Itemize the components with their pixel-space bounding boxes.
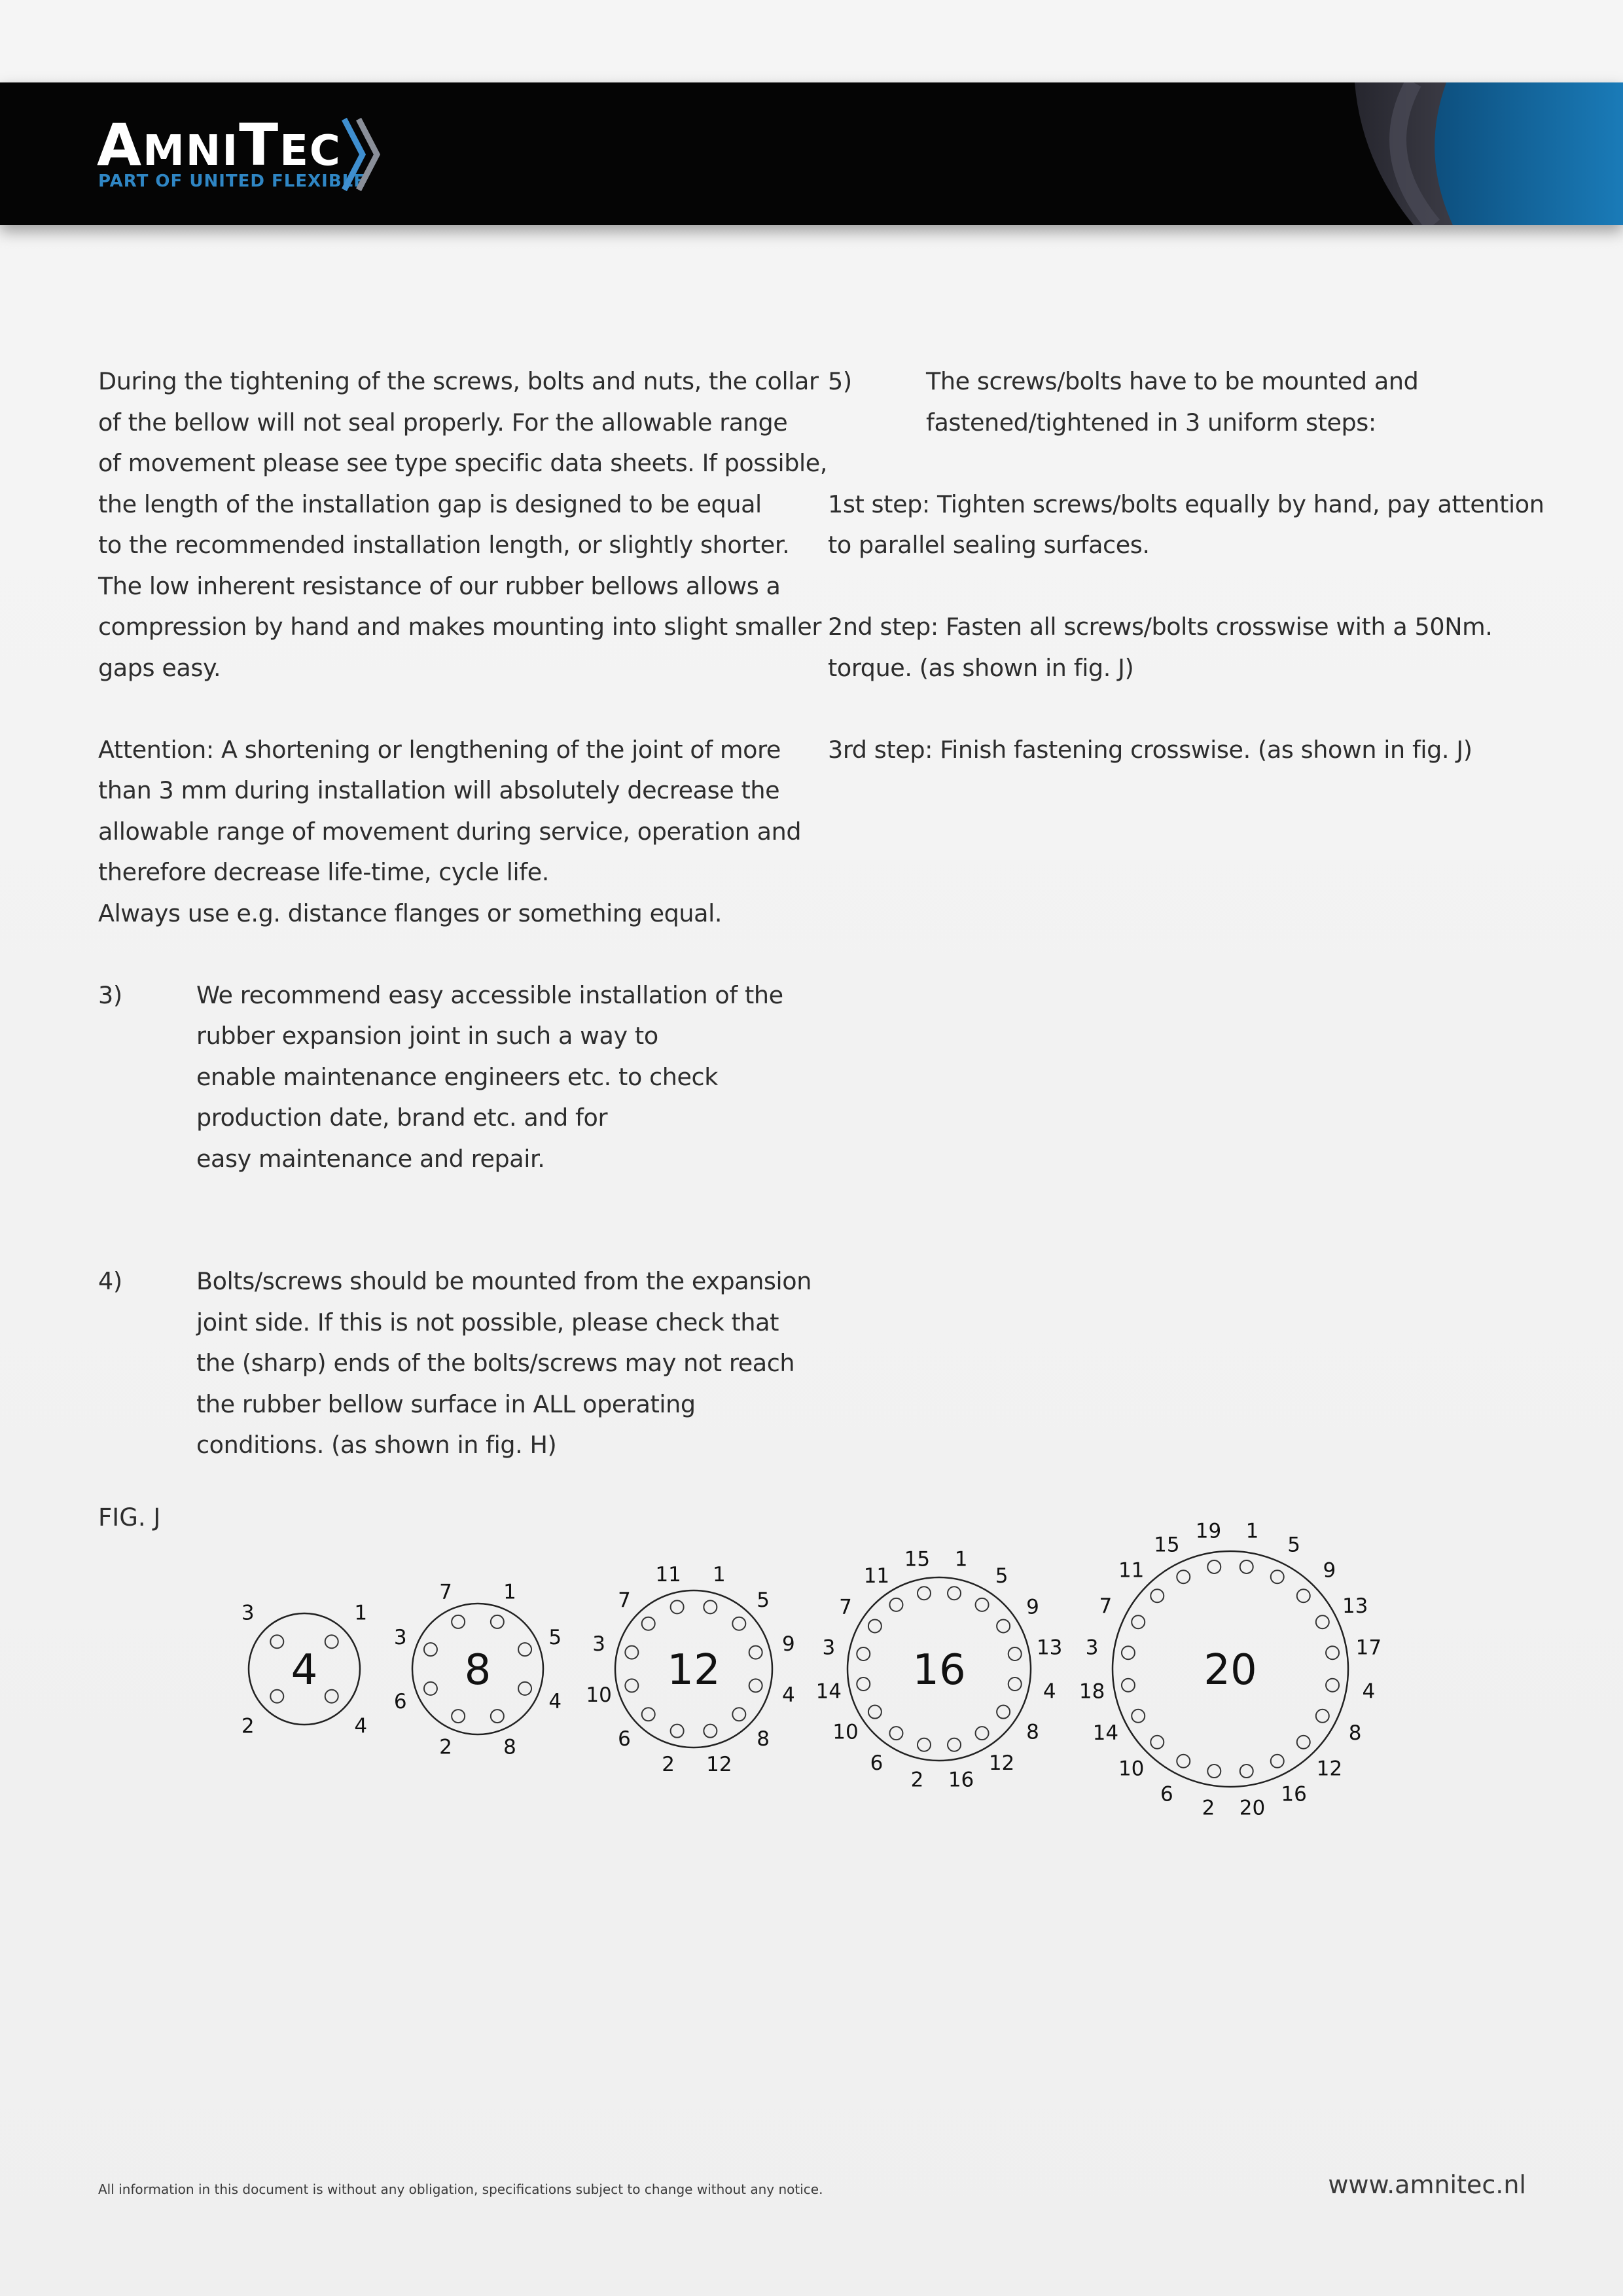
text-line: 3rd step: Finish fastening crosswise. (as shown in fig. J): [828, 735, 1472, 764]
bolt-hole: [868, 1619, 882, 1632]
bolt-hole: [857, 1647, 870, 1660]
bolt-sequence-number: 16: [948, 1768, 974, 1792]
bolt-pattern-16: [816, 1547, 1063, 1791]
item-3: [98, 975, 805, 1180]
bolt-sequence-number: 4: [354, 1714, 368, 1738]
item-4-text: [196, 1261, 812, 1466]
bolt-hole: [452, 1710, 465, 1723]
bolt-hole: [1297, 1589, 1310, 1602]
item-3-text: [196, 975, 805, 1180]
bolt-hole: [625, 1646, 638, 1659]
item-number: 3): [98, 980, 122, 1009]
bolt-sequence-number: 8: [757, 1727, 770, 1751]
footer-website-link[interactable]: www.amnitec.nl: [1328, 2170, 1526, 2199]
header-band: [0, 82, 1623, 225]
bolt-hole: [868, 1706, 882, 1719]
bolt-sequence-number: 9: [782, 1632, 795, 1657]
bolt-hole: [1326, 1679, 1339, 1692]
text-line: rubber expansion joint in such a way to: [196, 1022, 658, 1050]
bolt-hole: [270, 1635, 283, 1648]
intro-paragraph: [98, 361, 828, 689]
bolt-sequence-number: 12: [1316, 1757, 1343, 1781]
bolt-sequence-number: 19: [1195, 1519, 1222, 1543]
bolt-hole: [704, 1600, 717, 1613]
bolt-count-label: 8: [464, 1646, 491, 1695]
bolt-hole: [948, 1738, 961, 1751]
bolt-hole: [749, 1679, 762, 1692]
item-number: 5): [828, 367, 852, 395]
bolt-sequence-number: 15: [1154, 1533, 1180, 1557]
bolt-hole: [424, 1682, 437, 1695]
bolt-sequence-number: 10: [832, 1720, 859, 1744]
bolt-sequence-number: 3: [241, 1601, 255, 1625]
attention-paragraph: [98, 730, 805, 935]
bolt-hole: [1132, 1710, 1145, 1723]
text-line: fastened/tightened in 3 uniform steps:: [926, 408, 1376, 437]
bolt-sequence-number: 1: [1245, 1519, 1259, 1543]
bolt-sequence-number: 9: [1323, 1558, 1336, 1583]
bolt-sequence-number: 11: [655, 1563, 681, 1587]
text-line: The low inherent resistance of our rubber bellows allows a: [98, 571, 781, 600]
left-column: [98, 361, 828, 1466]
figure-label: FIG. J: [98, 1503, 161, 1532]
step-3-paragraph: [828, 730, 1535, 771]
header-swoosh-decoration: [1335, 82, 1623, 225]
bolt-hole: [491, 1615, 504, 1628]
bolt-hole: [642, 1617, 655, 1630]
logo-chevron-icon: [340, 117, 386, 195]
text-line: production date, brand etc. and for: [196, 1103, 608, 1132]
text-line: compression by hand and makes mounting into slight smaller: [98, 613, 821, 641]
bolt-sequence-number: 7: [439, 1580, 452, 1604]
bolt-sequence-number: 14: [1092, 1721, 1119, 1746]
bolt-sequence-number: 2: [241, 1714, 255, 1738]
bolt-sequence-number: 12: [706, 1752, 732, 1776]
bolt-hole: [1150, 1736, 1164, 1749]
bolt-sequence-number: 7: [839, 1595, 852, 1619]
text-line: Bolts/screws should be mounted from the expansion: [196, 1267, 812, 1295]
item-number: 4): [98, 1267, 122, 1295]
text-line: torque. (as shown in fig. J): [828, 653, 1134, 682]
bolt-hole: [1316, 1710, 1329, 1723]
bolt-sequence-number: 7: [618, 1588, 631, 1612]
bolt-hole: [491, 1710, 504, 1723]
bolt-hole: [1297, 1736, 1310, 1749]
logo-wordmark: AMNITEC: [97, 111, 342, 179]
bolt-hole: [732, 1617, 745, 1630]
bolt-hole: [1008, 1677, 1022, 1691]
right-column: [828, 361, 1544, 812]
bolt-hole: [325, 1690, 338, 1703]
bolt-sequence-number: 10: [1118, 1757, 1145, 1781]
bolt-sequence-number: 5: [995, 1564, 1008, 1588]
bolt-tightening-pattern-figure: [196, 1505, 1440, 1820]
bolt-sequence-number: 11: [863, 1564, 890, 1588]
bolt-hole: [1122, 1679, 1135, 1692]
bolt-hole: [704, 1725, 717, 1738]
bolt-sequence-number: 17: [1355, 1636, 1382, 1660]
text-line: of movement please see type specific data sheets. If possible,: [98, 449, 828, 477]
bolt-sequence-number: 2: [662, 1752, 675, 1776]
text-line: than 3 mm during installation will absolutely decrease the: [98, 776, 780, 804]
bolt-hole: [857, 1677, 870, 1691]
text-line: We recommend easy accessible installation of the: [196, 980, 783, 1009]
text-line: the length of the installation gap is designed to be equal: [98, 490, 762, 518]
bolt-hole: [749, 1646, 762, 1659]
item-5-text: [926, 361, 1535, 443]
bolt-sequence-number: 2: [910, 1768, 924, 1792]
bolt-hole: [671, 1600, 684, 1613]
bolt-sequence-number: 5: [548, 1626, 562, 1650]
bolt-sequence-number: 1: [712, 1563, 726, 1587]
text-line: to the recommended installation length, or slightly shorter.: [98, 531, 790, 559]
bolt-hole: [1207, 1560, 1221, 1573]
bolt-hole: [918, 1738, 931, 1751]
bolt-sequence-number: 8: [1026, 1720, 1039, 1744]
step-2-paragraph: [828, 607, 1535, 689]
bolt-sequence-number: 18: [1079, 1679, 1105, 1704]
bolt-hole: [976, 1727, 989, 1740]
text-line: During the tightening of the screws, bolts and nuts, the collar: [98, 367, 819, 395]
bolt-hole: [1207, 1765, 1221, 1778]
bolt-sequence-number: 2: [1202, 1796, 1215, 1820]
bolt-sequence-number: 8: [1348, 1721, 1362, 1746]
bolt-hole: [270, 1690, 283, 1703]
bolt-hole: [325, 1635, 338, 1648]
bolt-hole: [1177, 1570, 1190, 1583]
bolt-sequence-number: 6: [870, 1751, 883, 1776]
text-line: Always use e.g. distance flanges or something equal.: [98, 899, 722, 927]
bolt-sequence-number: 4: [782, 1683, 795, 1707]
bolt-hole: [1271, 1755, 1284, 1768]
bolt-hole: [889, 1598, 902, 1611]
bolt-hole: [452, 1615, 465, 1628]
bolt-hole: [625, 1679, 638, 1692]
item-4: [98, 1261, 812, 1466]
bolt-hole: [1122, 1646, 1135, 1659]
bolt-hole: [1240, 1765, 1253, 1778]
item-5: [828, 361, 1535, 443]
bolt-sequence-number: 10: [586, 1683, 612, 1707]
bolt-hole: [424, 1643, 437, 1656]
bolt-sequence-number: 8: [503, 1735, 516, 1759]
bolt-sequence-number: 4: [1362, 1679, 1376, 1704]
bolt-sequence-number: 16: [1281, 1782, 1307, 1806]
bolt-hole: [948, 1587, 961, 1600]
text-line: Attention: A shortening or lengthening of the joint of more: [98, 735, 781, 764]
bolt-hole: [642, 1708, 655, 1721]
bolt-pattern-12: [586, 1563, 794, 1776]
bolt-sequence-number: 4: [1043, 1679, 1056, 1704]
text-line: gaps easy.: [98, 653, 221, 682]
text-line: the (sharp) ends of the bolts/screws may not reach: [196, 1349, 795, 1377]
bolt-sequence-number: 20: [1239, 1796, 1266, 1820]
bolt-sequence-number: 1: [354, 1601, 368, 1625]
bolt-sequence-number: 1: [954, 1547, 968, 1571]
bolt-sequence-number: 13: [1036, 1636, 1063, 1660]
text-line: 1st step: Tighten screws/bolts equally by hand, pay attention: [828, 490, 1544, 518]
bolt-hole: [1008, 1647, 1022, 1660]
bolt-hole: [1132, 1615, 1145, 1628]
bolt-sequence-number: 14: [815, 1679, 842, 1704]
bolt-sequence-number: 3: [822, 1636, 836, 1660]
bolt-hole: [997, 1706, 1010, 1719]
bolt-sequence-number: 3: [393, 1626, 407, 1650]
bolt-sequence-number: 1: [503, 1580, 516, 1604]
text-line: of the bellow will not seal properly. For the allowable range: [98, 408, 788, 437]
bolt-hole: [1177, 1755, 1190, 1768]
text-line: 2nd step: Fasten all screws/bolts crosswise with a 50Nm.: [828, 613, 1493, 641]
text-line: therefore decrease life-time, cycle life.: [98, 858, 549, 886]
text-line: allowable range of movement during service, operation and: [98, 817, 802, 846]
text-line: easy maintenance and repair.: [196, 1144, 545, 1173]
text-line: to parallel sealing surfaces.: [828, 531, 1150, 559]
text-line: joint side. If this is not possible, please check that: [196, 1308, 779, 1336]
bolt-hole: [1150, 1589, 1164, 1602]
bolt-sequence-number: 5: [757, 1588, 770, 1612]
bolt-sequence-number: 13: [1342, 1594, 1368, 1618]
bolt-count-label: 12: [667, 1646, 721, 1695]
bolt-sequence-number: 7: [1099, 1594, 1113, 1618]
bolt-hole: [518, 1682, 531, 1695]
bolt-count-label: 20: [1204, 1646, 1257, 1695]
bolt-sequence-number: 12: [988, 1751, 1015, 1776]
bolt-sequence-number: 6: [618, 1727, 631, 1751]
bolt-hole: [1326, 1646, 1339, 1659]
bolt-count-label: 4: [291, 1646, 318, 1695]
bolt-hole: [1316, 1615, 1329, 1628]
bolt-sequence-number: 11: [1118, 1558, 1145, 1583]
text-line: conditions. (as shown in fig. H): [196, 1431, 557, 1459]
step-1-paragraph: [828, 484, 1544, 566]
bolt-sequence-number: 2: [439, 1735, 452, 1759]
bolt-sequence-number: 4: [548, 1689, 562, 1713]
text-line: the rubber bellow surface in ALL operating: [196, 1390, 696, 1418]
text-line: enable maintenance engineers etc. to check: [196, 1062, 718, 1091]
bolt-sequence-number: 5: [1287, 1533, 1301, 1557]
bolt-sequence-number: 3: [1085, 1636, 1099, 1660]
bolt-pattern-20: [1079, 1520, 1382, 1820]
bolt-hole: [1271, 1570, 1284, 1583]
bolt-pattern-8: [394, 1581, 562, 1759]
bolt-hole: [732, 1708, 745, 1721]
amnitec-logo: [97, 111, 398, 202]
bolt-sequence-number: 3: [592, 1632, 605, 1657]
bolt-hole: [889, 1727, 902, 1740]
bolt-hole: [918, 1587, 931, 1600]
bolt-hole: [671, 1725, 684, 1738]
bolt-hole: [518, 1643, 531, 1656]
bolt-hole: [1240, 1560, 1253, 1573]
bolt-sequence-number: 9: [1026, 1595, 1039, 1619]
bolt-sequence-number: 6: [393, 1689, 407, 1713]
bolt-hole: [997, 1619, 1010, 1632]
bolt-count-label: 16: [912, 1646, 966, 1695]
bolt-sequence-number: 6: [1160, 1782, 1173, 1806]
footer-disclaimer: All information in this document is without any obligation, specifications subject to change without any notice.: [98, 2181, 823, 2197]
text-line: The screws/bolts have to be mounted and: [926, 367, 1419, 395]
bolt-pattern-4: [241, 1602, 367, 1738]
bolt-sequence-number: 15: [904, 1547, 931, 1571]
bolt-hole: [976, 1598, 989, 1611]
logo-subline: PART OF UNITED FLEXIBLE: [98, 171, 366, 191]
